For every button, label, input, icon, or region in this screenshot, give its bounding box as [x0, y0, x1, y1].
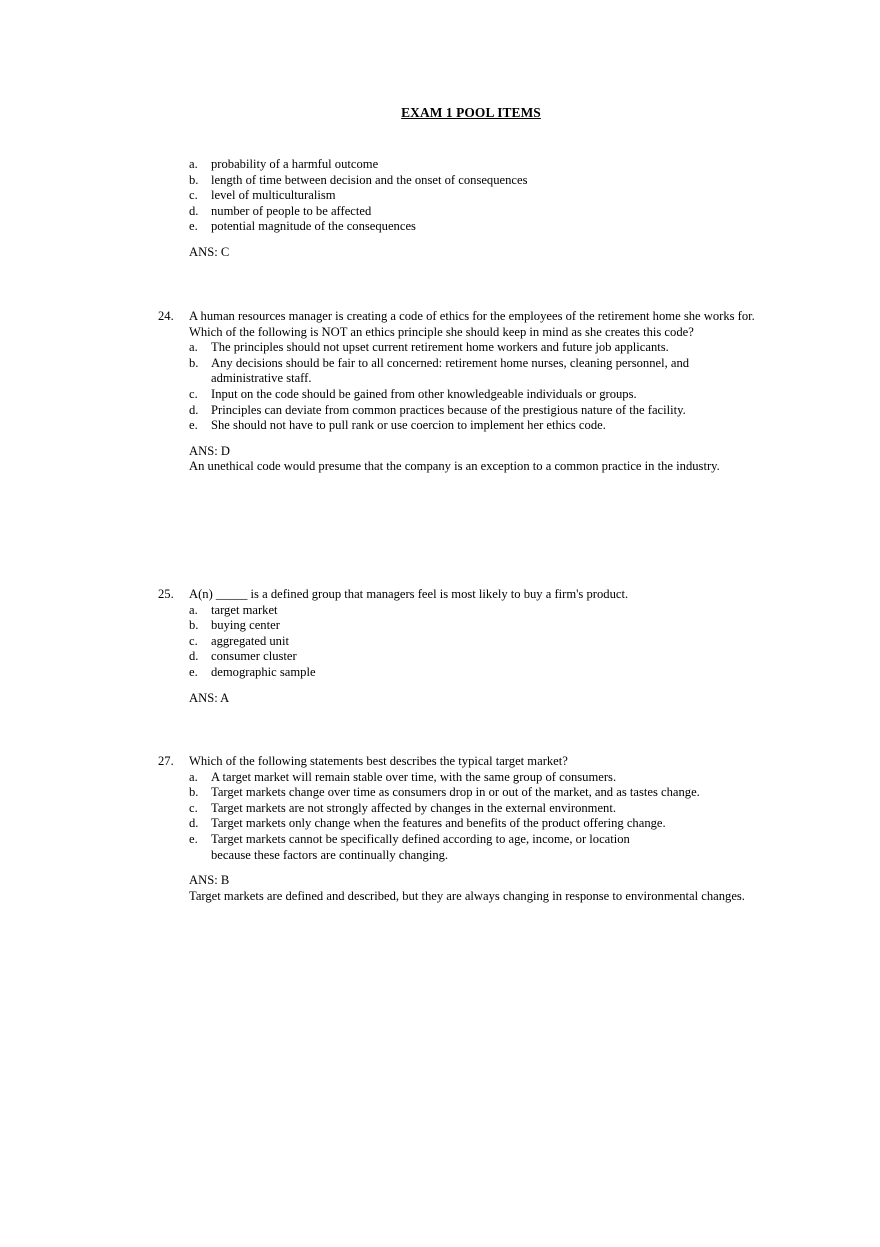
option-c: c. level of multiculturalism	[189, 188, 336, 203]
question-24	[158, 309, 758, 475]
question-stem: A(n) _____ is a defined group that managers feel is most likely to buy a firm's product.	[189, 587, 629, 601]
question-stem-row	[158, 754, 758, 770]
question-number: 27.	[158, 754, 174, 768]
option-b: b. Target markets change over time as consumers drop in or out of the market, and as tastes change.	[189, 785, 700, 800]
question-number: 25.	[158, 587, 174, 601]
answer-key: ANS: B	[189, 873, 230, 888]
question-number: 24.	[158, 309, 174, 323]
answer-explanation: An unethical code would presume that the company is an exception to a common practice in the industry.	[189, 459, 720, 474]
option-e: e. She should not have to pull rank or use coercion to implement her ethics code.	[189, 418, 606, 433]
option-c: c. Target markets are not strongly affected by changes in the external environment.	[189, 800, 617, 815]
question-continued	[158, 157, 758, 261]
option-e: e. demographic sample	[189, 664, 316, 679]
option-d: d. Principles can deviate from common practices because of the prestigious nature of the facility.	[189, 402, 686, 417]
answer-key: ANS: A	[189, 690, 230, 705]
question-25	[158, 587, 758, 706]
answer-explanation: Target markets are defined and described, but they are always changing in response to environmental changes.	[189, 888, 745, 903]
question-stem: Which of the following statements best describes the typical target market?	[189, 754, 568, 768]
option-list	[158, 603, 758, 681]
option-list	[158, 157, 758, 235]
page-title: EXAM 1 POOL ITEMS	[401, 105, 541, 120]
answer-key: ANS: D	[189, 443, 230, 458]
question-27	[158, 754, 758, 904]
option-d: d. Target markets only change when the features and benefits of the product offering change.	[189, 816, 666, 831]
option-c: c. Input on the code should be gained from other knowledgeable individuals or groups.	[189, 386, 637, 401]
answer-key: ANS: C	[189, 244, 230, 259]
question-stem-row	[158, 587, 758, 603]
option-b: b. buying center	[189, 618, 280, 633]
option-e: e. potential magnitude of the consequences	[189, 219, 416, 234]
option-a: a. A target market will remain stable over time, with the same group of consumers.	[189, 769, 617, 784]
option-d: d. consumer cluster	[189, 649, 297, 664]
question-stem-row	[158, 309, 758, 340]
option-e: e. Target markets cannot be specifically defined according to age, income, or location because these factors are continually changing.	[189, 831, 630, 862]
option-a: a. probability of a harmful outcome	[189, 157, 379, 171]
option-b: b. length of time between decision and the onset of consequences	[189, 172, 528, 187]
option-a: a. target market	[189, 602, 278, 617]
option-c: c. aggregated unit	[189, 633, 289, 648]
option-a: a. The principles should not upset current retirement home workers and future job applicants.	[189, 340, 669, 355]
option-b: b. Any decisions should be fair to all concerned: retirement home nurses, cleaning personnel, and administrative staff.	[189, 355, 690, 386]
option-list	[158, 770, 758, 864]
question-stem: A human resources manager is creating a code of ethics for the employees of the retirement home she works for. Which of the following is NOT an ethics principle she should keep in mind as she creates this code?	[189, 309, 755, 339]
option-list	[158, 340, 758, 434]
option-d: d. number of people to be affected	[189, 203, 372, 218]
